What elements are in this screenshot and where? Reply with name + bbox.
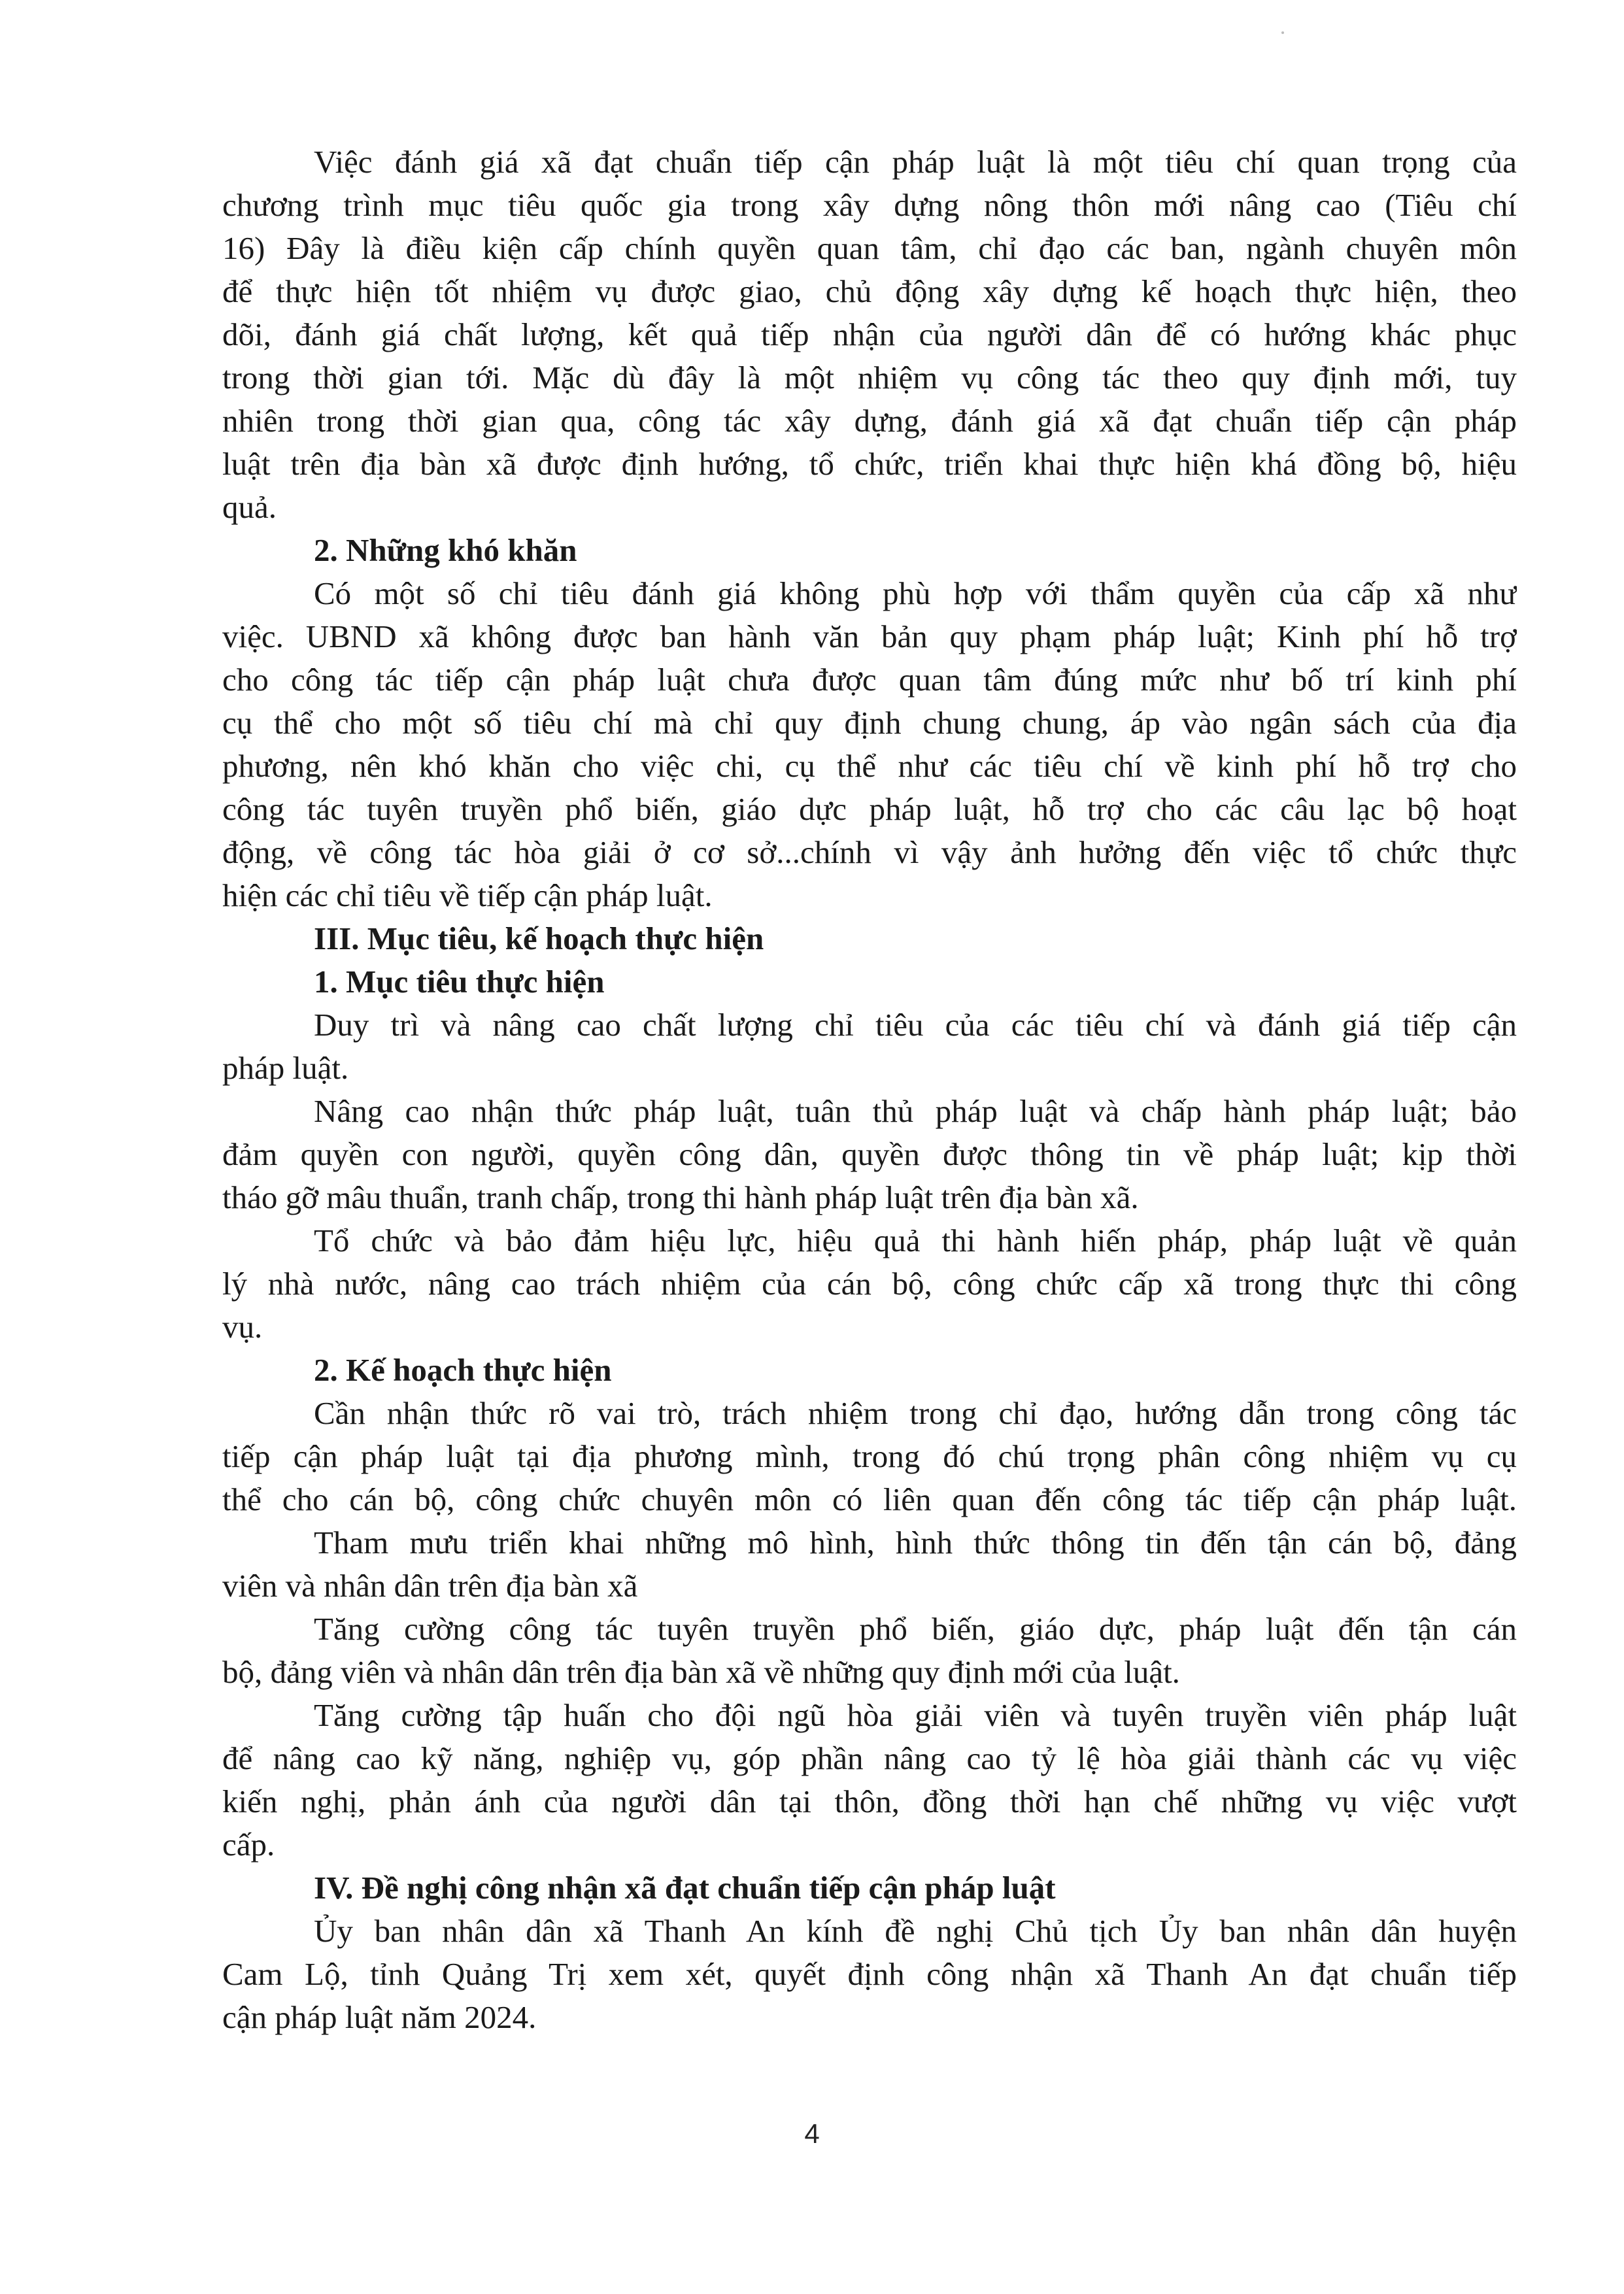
paragraph-goals [222, 1004, 1517, 1349]
text-line: viên và nhân dân trên địa bàn xã [222, 1568, 638, 1604]
text-line: phương, nên khó khăn cho việc chi, cụ thể như các tiêu chí về kinh phí hỗ trợ cho [222, 748, 1517, 784]
paragraph-difficulties [222, 572, 1517, 917]
text-line: Có một số chỉ tiêu đánh giá không phù hợp với thẩm quyền của cấp xã như [314, 575, 1517, 611]
heading-difficulties: 2. Những khó khăn [314, 532, 577, 568]
heading-section-4: IV. Đề nghị công nhận xã đạt chuẩn tiếp cận pháp luật [314, 1870, 1056, 1906]
text-line: chương trình mục tiêu quốc gia trong xây dựng nông thôn mới nâng cao (Tiêu chí [222, 187, 1517, 223]
text-line: đảm quyền con người, quyền công dân, quyền được thông tin về pháp luật; kịp thời [222, 1136, 1517, 1172]
text-line: bộ, đảng viên và nhân dân trên địa bàn xã về những quy định mới của luật. [222, 1654, 1180, 1690]
text-line: Tham mưu triển khai những mô hình, hình thức thông tin đến tận cán bộ, đảng [314, 1525, 1517, 1560]
text-line: để nâng cao kỹ năng, nghiệp vụ, góp phần nâng cao tỷ lệ hòa giải thành các vụ việc [222, 1740, 1517, 1776]
text-line: tiếp cận pháp luật tại địa phương mình, trong đó chú trọng phân công nhiệm vụ cụ [222, 1438, 1517, 1474]
text-line: Tăng cường công tác tuyên truyền phổ biến, giáo dực, pháp luật đến tận cán [314, 1611, 1517, 1647]
text-line: cận pháp luật năm 2024. [222, 1999, 537, 2035]
text-line: Cam Lộ, tỉnh Quảng Trị xem xét, quyết định công nhận xã Thanh An đạt chuẩn tiếp [222, 1956, 1517, 1992]
text-line: hiện các chỉ tiêu về tiếp cận pháp luật. [222, 877, 713, 913]
text-line: lý nhà nước, nâng cao trách nhiệm của cán bộ, công chức cấp xã trong thực thi công [222, 1266, 1517, 1302]
text-line: Việc đánh giá xã đạt chuẩn tiếp cận pháp luật là một tiêu chí quan trọng của [314, 144, 1517, 180]
text-line: vụ. [222, 1309, 263, 1345]
text-line: Cần nhận thức rõ vai trò, trách nhiệm trong chỉ đạo, hướng dẫn trong công tác [314, 1395, 1517, 1431]
heading-plan: 2. Kế hoạch thực hiện [314, 1352, 612, 1388]
text-line: Tổ chức và bảo đảm hiệu lực, hiệu quả thi hành hiến pháp, pháp luật về quản [314, 1223, 1517, 1258]
scan-speck [1281, 31, 1284, 34]
text-line: công tác tuyên truyền phổ biến, giáo dực pháp luật, hỗ trợ cho các câu lạc bộ hoạt [222, 791, 1517, 827]
text-line: Tăng cường tập huấn cho đội ngũ hòa giải viên và tuyên truyền viên pháp luật [314, 1697, 1517, 1733]
text-line: Nâng cao nhận thức pháp luật, tuân thủ pháp luật và chấp hành pháp luật; bảo [314, 1093, 1517, 1129]
text-line: Duy trì và nâng cao chất lượng chỉ tiêu của các tiêu chí và đánh giá tiếp cận [314, 1007, 1517, 1043]
text-line: cụ thể cho một số tiêu chí mà chỉ quy định chung chung, áp vào ngân sách của địa [222, 705, 1517, 741]
text-line: thể cho cán bộ, công chức chuyên môn có liên quan đến công tác tiếp cận pháp luật. [222, 1481, 1517, 1517]
text-line: luật trên địa bàn xã được định hướng, tổ chức, triển khai thực hiện khá đồng bộ, hiệu [222, 446, 1517, 482]
text-line: Ủy ban nhân dân xã Thanh An kính đề nghị Chủ tịch Ủy ban nhân dân huyện [314, 1913, 1517, 1949]
text-line: để thực hiện tốt nhiệm vụ được giao, chủ động xây dựng kế hoạch thực hiện, theo [222, 273, 1517, 309]
text-line: cấp. [222, 1827, 275, 1863]
text-line: việc. UBND xã không được ban hành văn bản quy phạm pháp luật; Kinh phí hỗ trợ [222, 618, 1517, 654]
heading-section-3: III. Mục tiêu, kế hoạch thực hiện [314, 920, 764, 956]
paragraph-plan [222, 1392, 1517, 1866]
paragraph-assessment [222, 141, 1517, 529]
paragraph-proposal [222, 1910, 1517, 2039]
text-line: động, về công tác hòa giải ở cơ sở...chính vì vậy ảnh hưởng đến việc tổ chức thực [222, 834, 1517, 870]
text-line: cho công tác tiếp cận pháp luật chưa được quan tâm đúng mức như bố trí kinh phí [222, 662, 1517, 698]
text-line: 16) Đây là điều kiện cấp chính quyền quan tâm, chỉ đạo các ban, ngành chuyên môn [222, 230, 1517, 266]
heading-goals: 1. Mục tiêu thực hiện [314, 964, 605, 1000]
text-line: dõi, đánh giá chất lượng, kết quả tiếp nhận của người dân để có hướng khác phục [222, 316, 1517, 352]
text-line: pháp luật. [222, 1050, 349, 1086]
document-page [222, 141, 1517, 2039]
text-line: quả. [222, 489, 277, 525]
text-line: kiến nghị, phản ánh của người dân tại thôn, đồng thời hạn chế những vụ việc vượt [222, 1783, 1517, 1819]
page-number: 4 [804, 2118, 820, 2149]
text-line: nhiên trong thời gian qua, công tác xây dựng, đánh giá xã đạt chuẩn tiếp cận pháp [222, 403, 1517, 439]
text-line: tháo gỡ mâu thuẩn, tranh chấp, trong thi hành pháp luật trên địa bàn xã. [222, 1179, 1139, 1215]
text-line: trong thời gian tới. Mặc dù đây là một nhiệm vụ công tác theo quy định mới, tuy [222, 360, 1517, 396]
